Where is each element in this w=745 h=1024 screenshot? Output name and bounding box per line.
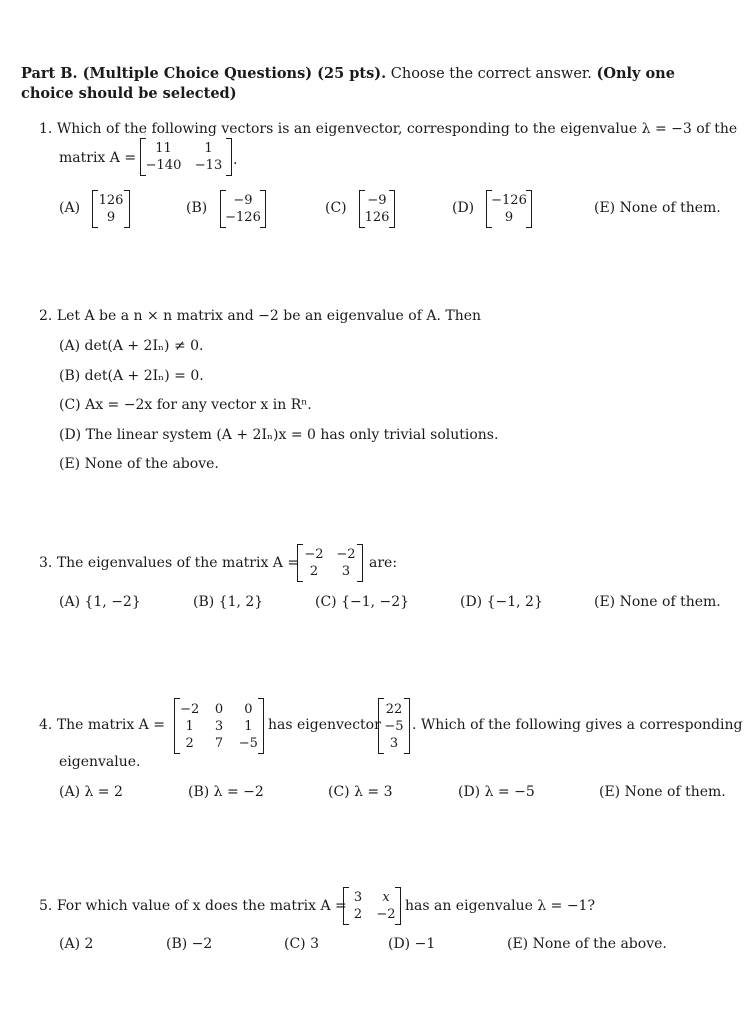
q1-stem — [39, 121, 737, 137]
matrix-entry: −2 — [304, 547, 324, 562]
q1-option-c-label[interactable]: (C) — [325, 200, 347, 216]
part-title: Part B. (Multiple Choice Questions) (25 pts). — [21, 65, 387, 82]
q1-option-a-vector[interactable] — [92, 190, 130, 228]
q1-option-b-label[interactable]: (B) — [186, 200, 208, 216]
vector-entry: 9 — [106, 210, 116, 225]
q4-vector — [378, 698, 410, 754]
matrix-entry: 0 — [244, 701, 253, 717]
matrix-entry: −13 — [194, 158, 223, 173]
q2-option-b[interactable]: (B) det(A + 2Iₙ) = 0. — [59, 368, 204, 384]
vector-entry: −9 — [233, 193, 253, 208]
vector-entry: −9 — [367, 193, 387, 208]
q5-stem — [39, 898, 347, 914]
q5-option-a[interactable]: (A) 2 — [59, 936, 94, 952]
matrix-entry: 11 — [155, 141, 172, 156]
q3-number: 3. — [39, 555, 53, 571]
q1-matrix — [140, 138, 232, 176]
matrix-entry: −5 — [238, 735, 258, 751]
q3-suffix: are: — [369, 555, 398, 571]
part-header — [21, 64, 726, 104]
matrix-entry: 1 — [244, 718, 253, 734]
q4-option-b[interactable]: (B) λ = −2 — [188, 784, 264, 800]
q5-number: 5. — [39, 898, 53, 914]
q4-option-c[interactable]: (C) λ = 3 — [328, 784, 393, 800]
q3-option-e[interactable]: (E) None of them. — [594, 594, 721, 610]
q1-number: 1. — [39, 121, 53, 137]
q4-text: The matrix A = — [56, 717, 165, 733]
matrix-entry: 3 — [353, 890, 363, 905]
q5-matrix — [343, 887, 401, 925]
q4-option-a[interactable]: (A) λ = 2 — [59, 784, 123, 800]
q5-text: For which value of x does the matrix A = — [56, 898, 347, 914]
part-note: (Only one choice should be selected) — [21, 65, 675, 102]
q3-option-a[interactable]: (A) {1, −2} — [59, 594, 141, 610]
vector-entry: 126 — [364, 210, 390, 225]
matrix-entry: −2 — [336, 547, 356, 562]
matrix-entry: 2 — [185, 735, 194, 751]
matrix-entry: −2 — [180, 701, 200, 717]
q2-stem — [39, 308, 481, 324]
q4-continuation: eigenvalue. — [59, 754, 141, 770]
q2-option-a[interactable]: (A) det(A + 2Iₙ) ≠ 0. — [59, 338, 204, 354]
q4-stem — [39, 717, 165, 733]
q4-option-e[interactable]: (E) None of them. — [599, 784, 726, 800]
q3-option-b[interactable]: (B) {1, 2} — [193, 594, 264, 610]
matrix-entry: 3 — [341, 564, 351, 579]
matrix-entry: 3 — [214, 718, 224, 734]
q1-option-c-vector[interactable] — [359, 190, 395, 228]
q5-option-c[interactable]: (C) 3 — [284, 936, 319, 952]
q1-option-e[interactable]: (E) None of them. — [594, 200, 721, 216]
matrix-entry: 0 — [214, 701, 224, 717]
matrix-entry: 2 — [309, 564, 319, 579]
matrix-entry: −140 — [145, 158, 182, 173]
q4-matrix — [174, 698, 264, 754]
q4-middle: has eigenvector — [268, 717, 381, 733]
q1-option-d-vector[interactable] — [486, 190, 532, 228]
q5-option-d[interactable]: (D) −1 — [388, 936, 436, 952]
vector-entry: 3 — [389, 735, 399, 751]
q5-suffix: has an eigenvalue λ = −1? — [405, 898, 595, 914]
q1-matrix-suffix: . — [233, 152, 238, 168]
q1-option-a-label[interactable]: (A) — [59, 200, 81, 216]
matrix-entry: 2 — [353, 907, 363, 922]
matrix-entry: 1 — [204, 141, 213, 156]
q3-matrix — [297, 544, 363, 582]
q4-suffix: . Which of the following gives a corresponding — [412, 717, 743, 733]
q2-option-d[interactable]: (D) The linear system (A + 2Iₙ)x = 0 has only trivial solutions. — [59, 427, 499, 443]
q1-text: Which of the following vectors is an eigenvector, corresponding to the eigenvalue λ = −3 of the — [56, 121, 738, 137]
part-instruction: Choose the correct answer. — [390, 66, 592, 82]
vector-entry: 22 — [385, 701, 403, 717]
q2-text: Let A be a n × n matrix and −2 be an eigenvalue of A. Then — [56, 308, 482, 324]
q1-option-b-vector[interactable] — [220, 190, 266, 228]
q1-option-d-label[interactable]: (D) — [452, 200, 475, 216]
q2-option-e[interactable]: (E) None of the above. — [59, 456, 219, 472]
q3-stem — [39, 555, 299, 571]
q2-number: 2. — [39, 308, 53, 324]
vector-entry: −5 — [384, 718, 404, 734]
q2-option-c[interactable]: (C) Ax = −2x for any vector x in Rⁿ. — [59, 397, 312, 413]
vector-entry: 126 — [98, 193, 124, 208]
vector-entry: −126 — [491, 193, 527, 208]
vector-entry: −126 — [225, 210, 261, 225]
q5-option-e[interactable]: (E) None of the above. — [507, 936, 667, 952]
q5-option-b[interactable]: (B) −2 — [166, 936, 213, 952]
matrix-entry: 7 — [214, 735, 224, 751]
matrix-entry: 1 — [185, 718, 194, 734]
q3-option-c[interactable]: (C) {−1, −2} — [315, 594, 410, 610]
q3-option-d[interactable]: (D) {−1, 2} — [460, 594, 543, 610]
q3-text: The eigenvalues of the matrix A = — [56, 555, 300, 571]
q4-number: 4. — [39, 717, 53, 733]
q4-option-d[interactable]: (D) λ = −5 — [458, 784, 535, 800]
matrix-entry: −2 — [376, 907, 396, 922]
matrix-entry: x — [382, 890, 390, 905]
q1-matrix-prefix: matrix A = — [59, 150, 137, 166]
vector-entry: 9 — [504, 210, 514, 225]
